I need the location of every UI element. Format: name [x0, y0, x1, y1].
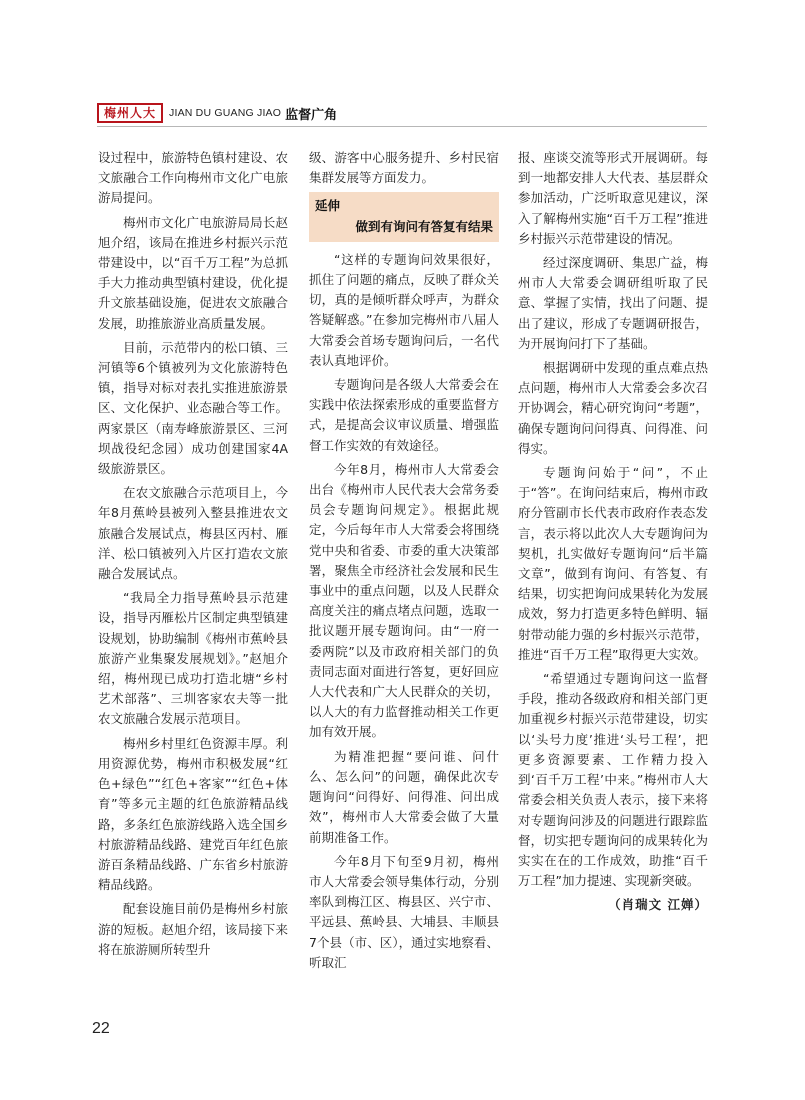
magazine-logo: 梅州人大 — [97, 103, 163, 123]
paragraph: 配套设施目前仍是梅州乡村旅游的短板。赵旭介绍，该局接下来将在旅游厕所转型升 — [98, 901, 288, 957]
paragraph: 设过程中，旅游特色镇村建设、农文旅融合工作向梅州市文化广电旅游局提问。 — [98, 150, 288, 206]
extension-subtitle: 做到有询问有答复有结果 — [355, 218, 493, 234]
article-column-3 — [518, 148, 708, 916]
article-column-2 — [309, 148, 499, 977]
page-number: 22 — [92, 1020, 110, 1037]
paragraph: 今年8月，梅州市人大常委会出台《梅州市人民代表大会常务委员会专题询问规定》。根据此规定，今后每年市人大常委会将围绕党中央和省委、市委的重大决策部署，聚焦全市经济社会发展和民生事业中的重点问题，以及人民群众高度关注的痛点堵点问题，选取一批议题开展专题询问。由“一府一委两院”以及市政府相关部门的负责同志面对面进行答复，更好回应人大代表和广大人民群众的关切，以人大的有力监督推动相关工作更加有效开展。 — [309, 461, 499, 740]
page-header — [97, 103, 337, 123]
author-byline: （肖瑞文 江婵） — [608, 897, 708, 913]
paragraph: 专题询问始于“问”，不止于“答”。在询问结束后，梅州市政府分管副市长代表市政府作表态发言，表示将以此次人大专题询问为契机，扎实做好专题询问“后半篇文章”，做到有询问、有答复、有结果，切实把询问成果转化为发展成效，努力打造更多特色鲜明、辐射带动能力强的乡村振兴示范带，推进“百千万工程”取得更大实效。 — [518, 465, 708, 662]
paragraph: 目前，示范带内的松口镇、三河镇等6个镇被列为文化旅游特色镇，指导对标对表扎实推进旅游景区、文化保护、业态融合等工作。两家景区（南寿峰旅游景区、三河坝战役纪念园）成功创建国家4A级旅游景区。 — [98, 339, 288, 477]
paragraph: “希望通过专题询问这一监督手段，推动各级政府和相关部门更加重视乡村振兴示范带建设，切实以‘头号力度’推进‘头号工程’，把更多资源要素、工作精力投入到‘百千万工程’中来。”梅州市人大常委会相关负责人表示，接下来将对专题询问涉及的问题进行跟踪监督，切实把专题询问的成果转化为实实在在的工作成效，助推“百千万工程”加力提速、实现新突破。 — [518, 671, 708, 889]
paragraph: 梅州市文化广电旅游局局长赵旭介绍，该局在推进乡村振兴示范带建设中，以“百千万工程”为总抓手大力推动典型镇村建设，优化提升文旅基础设施，促进农文旅融合发展，助推旅游业高质量发展。 — [98, 214, 288, 331]
extension-tag: 延伸 — [315, 198, 341, 214]
header-divider — [97, 126, 707, 127]
paragraph: 根据调研中发现的重点难点热点问题，梅州市人大常委会多次召开协调会，精心研究询问“考题”，确保专题询问问得真、问得准、问得实。 — [518, 360, 708, 456]
extension-section-header — [309, 192, 499, 241]
section-pinyin: JIAN DU GUANG JIAO — [169, 107, 282, 119]
paragraph: 今年8月下旬至9月初，梅州市人大常委会领导集体行动，分别率队到梅江区、梅县区、兴宁市、平远县、蕉岭县、大埔县、丰顺县7个县（市、区），通过实地察看、听取汇 — [309, 853, 499, 970]
article-column-1 — [98, 148, 288, 964]
paragraph: 经过深度调研、集思广益，梅州市人大常委会调研组听取了民意、掌握了实情，找出了问题、提出了建议，形成了专题调研报告，为开展询问打下了基础。 — [518, 255, 708, 351]
paragraph: 为精准把握“要问谁、问什么、怎么问”的问题，确保此次专题询问“问得好、问得准、问出成效”，梅州市人大常委会做了大量前期准备工作。 — [309, 748, 499, 845]
paragraph: 级、游客中心服务提升、乡村民宿集群发展等方面发力。 — [309, 150, 499, 186]
paragraph: 梅州乡村里红色资源丰厚。利用资源优势，梅州市积极发展“红色+绿色”“红色+客家”“红色+体育”等多元主题的红色旅游精品线路，多条红色旅游线路入选全国乡村旅游精品线路、建党百年红色旅游百条精品线路、广东省乡村旅游精品线路。 — [98, 735, 288, 893]
paragraph: 在农文旅融合示范项目上，今年8月蕉岭县被列入整县推进农文旅融合发展试点，梅县区丙村、雁洋、松口镇被列入片区打造农文旅融合发展试点。 — [98, 485, 288, 582]
paragraph: “我局全力指导蕉岭县示范建设，指导丙雁松片区制定典型镇建设规划，协助编制《梅州市蕉岭县旅游产业集聚发展规划》。”赵旭介绍，梅州现已成功打造北塘“乡村艺术部落”、三圳客家农夫等一批农文旅融合发展示范项目。 — [98, 590, 288, 727]
paragraph: 报、座谈交流等形式开展调研。每到一地都安排人大代表、基层群众参加活动，广泛听取意见建议，深入了解梅州实施“百千万工程”推进乡村振兴示范带建设的情况。 — [518, 150, 708, 246]
section-title: 监督广角 — [285, 107, 338, 123]
paragraph: 专题询问是各级人大常委会在实践中依法探索形成的重要监督方式，是提高会议审议质量、增强监督工作实效的有效途径。 — [309, 377, 499, 453]
paragraph: “这样的专题询问效果很好，抓住了问题的痛点，反映了群众关切，真的是倾听群众呼声，为群众答疑解惑。”在参加完梅州市八届人大常委会首场专题询问后，一名代表认真地评价。 — [309, 251, 499, 368]
